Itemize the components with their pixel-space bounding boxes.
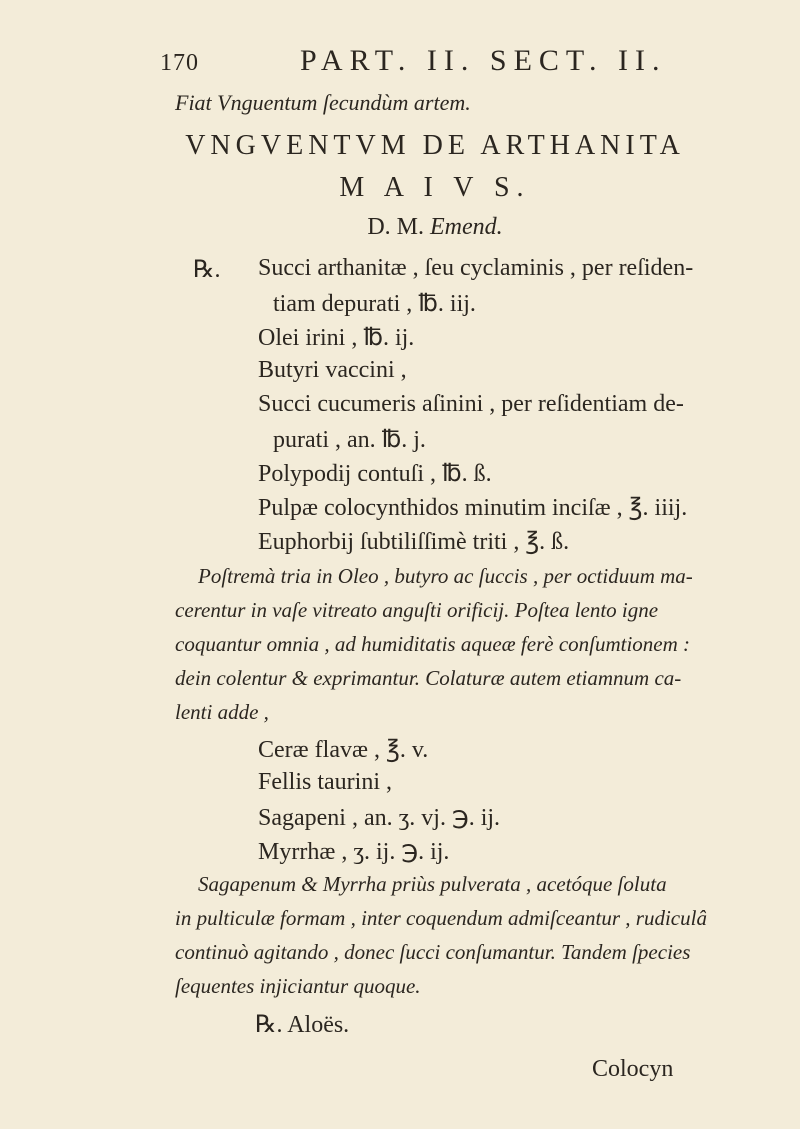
ingredient-line: Succi cucumeris aſinini , per reſidentiam de- xyxy=(258,391,684,417)
page-number: 170 xyxy=(160,50,199,76)
recipe-subtitle: Fiat Vnguentum ſecundùm artem. xyxy=(175,90,471,115)
ingredient-line: Myrrhæ , ʒ. ij. ℈. ij. xyxy=(258,839,450,865)
running-head: PART. II. SECT. II. xyxy=(300,44,667,77)
instruction-line: coquantur omnia , ad humiditatis aqueæ ferè conſumtionem : xyxy=(175,632,691,656)
instruction-line: lenti adde , xyxy=(175,700,269,724)
instruction-line: in pulticulæ formam , inter coquendum admiſceantur , rudiculâ xyxy=(175,906,707,930)
instruction-line: ſequentes injiciantur quoque. xyxy=(175,974,421,998)
ingredient-line: Olei irini , ℔. ij. xyxy=(258,325,415,351)
instruction-line: continuò agitando , donec ſucci conſumantur. Tandem ſpecies xyxy=(175,940,691,964)
ingredient-line: Polypodij contuſi , ℔. ß. xyxy=(258,461,492,487)
instruction-line: Poſtremà tria in Oleo , butyro ac ſuccis , per octiduum ma- xyxy=(198,564,693,588)
ingredient-line: Succi arthanitæ , ſeu cyclaminis , per reſiden- xyxy=(258,255,694,281)
ingredient-line: purati , an. ℔. j. xyxy=(273,427,426,453)
ingredient-line: tiam depurati , ℔. iij. xyxy=(273,291,476,317)
ingredient-line: Fellis taurini , xyxy=(258,769,392,795)
ingredient-line: Euphorbij ſubtiliſſimè triti , ℥. ß. xyxy=(258,529,570,555)
ingredient-line: Pulpæ colocynthidos minutim inciſæ , ℥. iiij. xyxy=(258,495,688,521)
emendation-note xyxy=(0,214,800,241)
author-name: M A I V S. xyxy=(339,172,531,203)
rx-symbol: ℞. xyxy=(193,257,221,283)
final-ingredient: ℞. Aloës. xyxy=(255,1012,350,1038)
emend-word: Emend. xyxy=(430,214,503,240)
emend-prefix: D. M. xyxy=(367,214,424,240)
instruction-line: cerentur in vaſe vitreato anguſti orificij. Poſtea lento igne xyxy=(175,598,659,622)
catchword: Colocyn xyxy=(592,1056,674,1082)
ingredient-line: Ceræ flavæ , ℥. v. xyxy=(258,737,429,763)
ingredient-line: Butyri vaccini , xyxy=(258,357,407,383)
ingredient-line: Sagapeni , an. ʒ. vj. ℈. ij. xyxy=(258,805,501,831)
instruction-line: Sagapenum & Myrrha priùs pulverata , acetóque ſoluta xyxy=(198,872,667,896)
page-header xyxy=(150,44,680,84)
recipe-title: VNGVENTVM DE ARTHANITA xyxy=(185,130,685,161)
instruction-line: dein colentur & exprimantur. Colaturæ autem etiamnum ca- xyxy=(175,666,682,690)
